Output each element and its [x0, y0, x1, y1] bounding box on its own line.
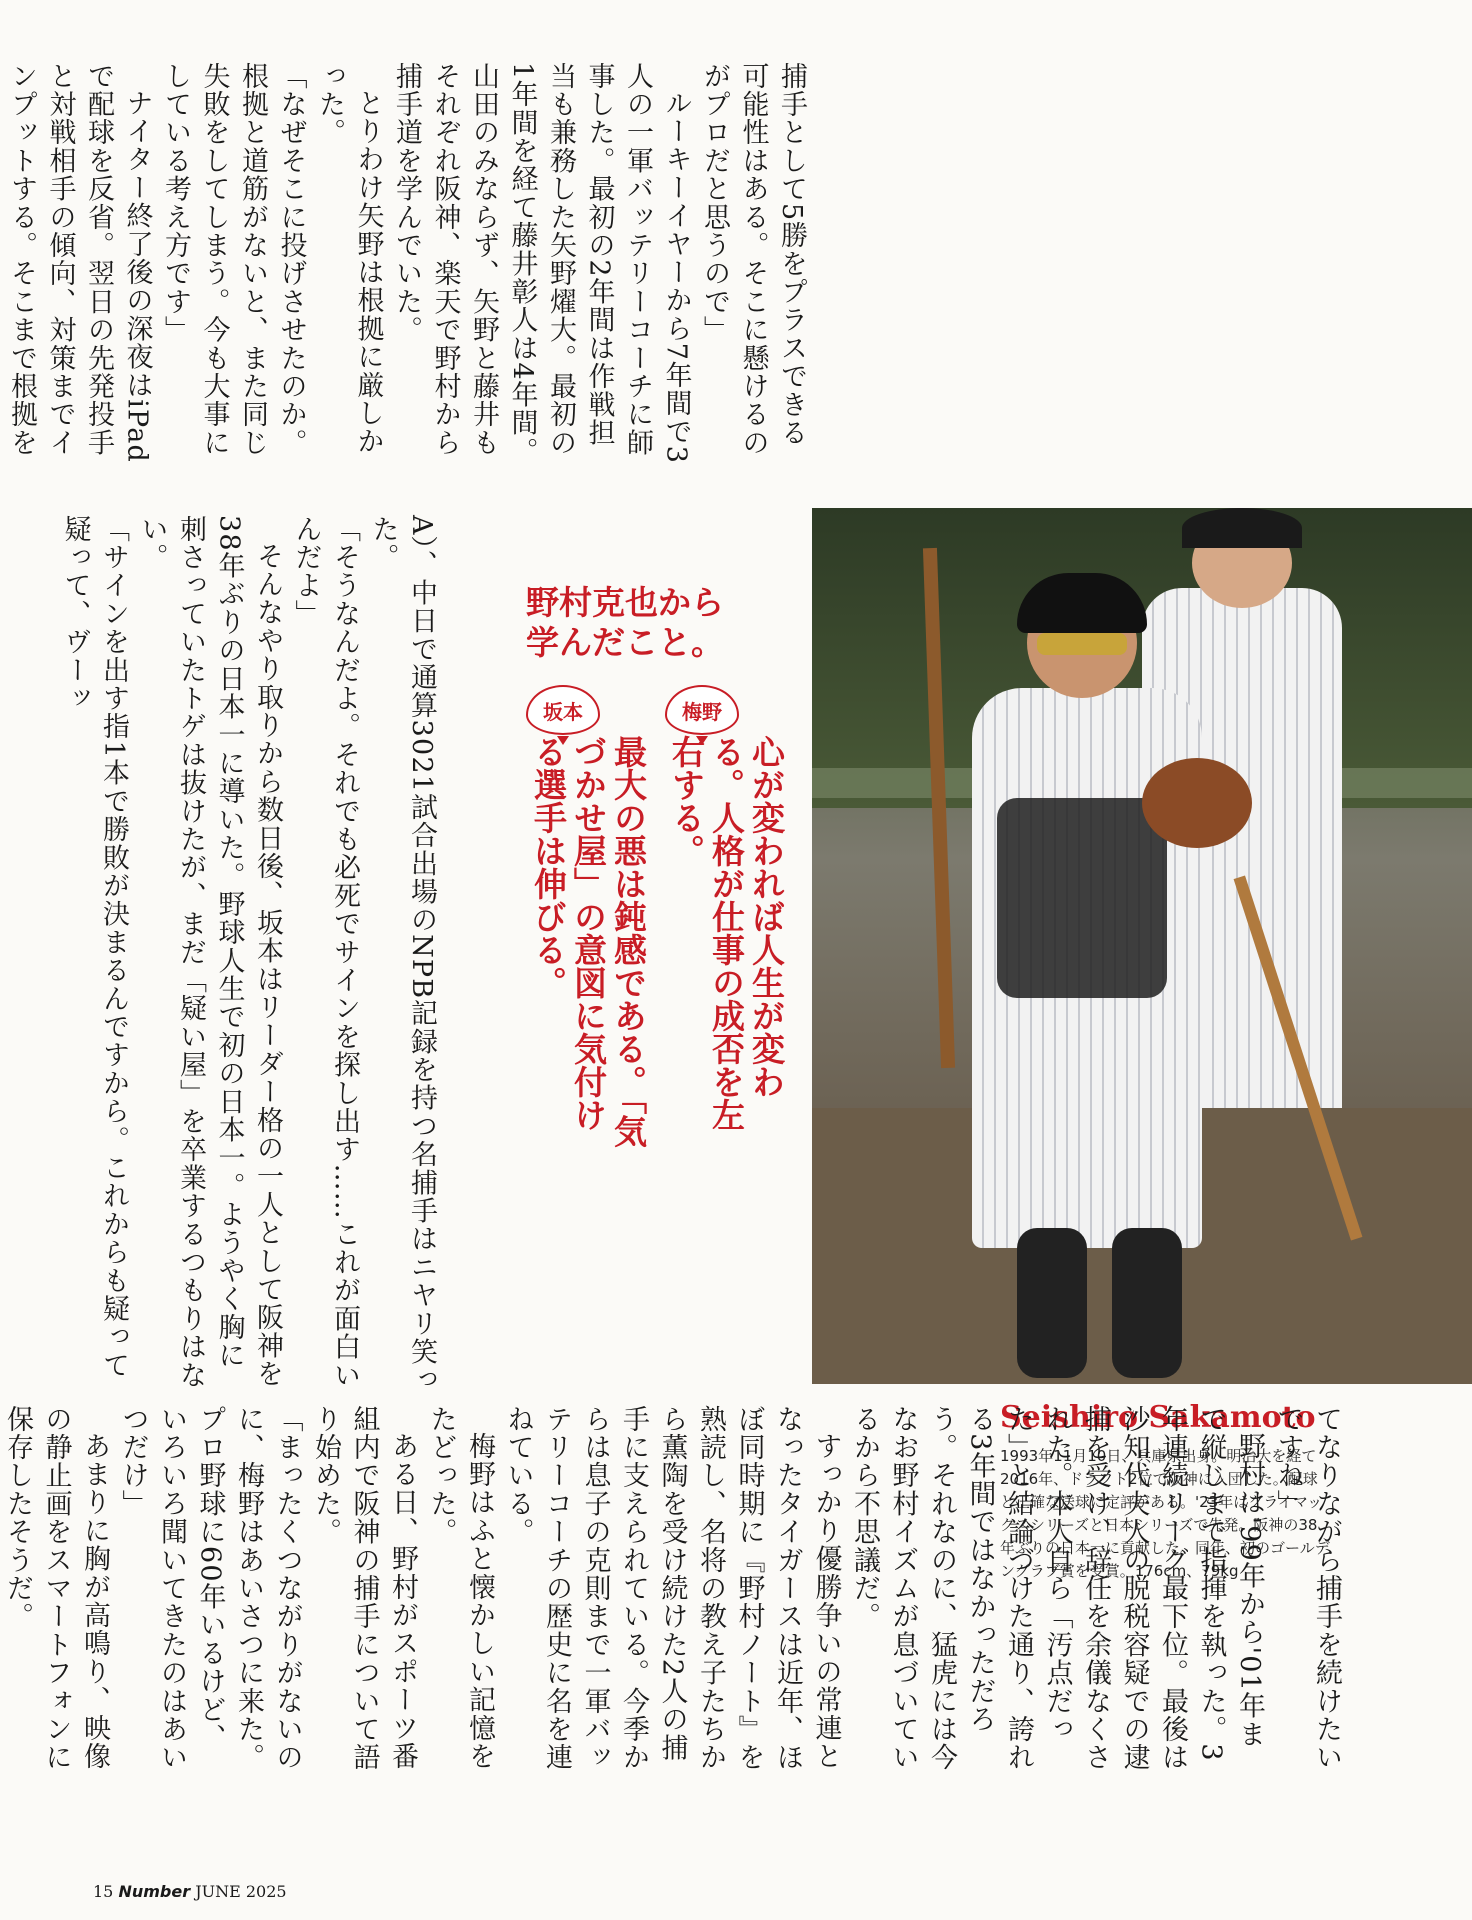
quote-umeno: 心が変われば人生が変わる。人格が仕事の成否を左右する。 — [667, 735, 786, 1131]
magazine-logo: Number — [118, 1882, 191, 1901]
sidebar-headline — [510, 583, 740, 663]
paragraph: とりわけ矢野は根拠に厳しかった。 — [314, 62, 384, 456]
quote-sakamoto: 最大の悪は鈍感である。「気づかせ屋」の意図に気付ける選手は伸びる。 — [529, 735, 648, 1148]
paragraph: 「サインを出す指1本で勝敗が決まるんですから。これからも疑って疑って、ヴーッ — [59, 515, 129, 1380]
player-profile: 1993年11月10日、兵庫県出身。明治大を経て2016年、ドラフト2位で阪神に入団した。配球と正確な送球に定評がある。'23年はクライマックスシリーズと日本シリーズで先発。阪神の38年ぶりの日本一に貢献した。同年、初のゴールデングラブ賞を受賞。176cm、79kg — [1000, 1447, 1330, 1580]
paragraph: ナイター終了後の深夜はiPadで配球を反省。翌日の先発投手と対戦相手の傾向、対策までインプットする。そこまで根拠を — [6, 62, 153, 463]
paragraph: 捕手として5勝をプラスできる可能性はある。そこに懸けるのがプロだと思うので」 — [699, 62, 807, 457]
paragraph: 「そうなんだよ。それでも必死でサインを探し出す……これが面白いんだよ」 — [290, 515, 360, 1390]
paragraph: 野村は'99年から'01年まで縦じまで指揮を執った。3年連続リーグ最下位。最後は沙知代夫人の脱税容疑での逮捕を受け、辞任を余儀なくされた。本人自ら「汚点だった」と結論づけた通り、誇れる3年間ではなかっただろう。それなのに、猛虎には今なお野村イズムが息づいているから不思議だ。 — [849, 1405, 1265, 1772]
headline-line-2: 学んだこと。 — [526, 623, 724, 662]
paragraph: ルーキーイヤーから7年間で3人の一軍バッテリーコーチに師事した。最初の2年間は作戦担当も兼務した矢野燿大。最初の1年間を経て藤井彰人は4年間。山田のみならず、矢野と藤井もそれぞれ阪神、楽天で野村から捕手道を学んでいた。 — [391, 62, 692, 466]
paragraph: あまりに胸が高鳴り、映像の静止画をスマートフォンに保存したそうだ。 — [2, 1405, 110, 1772]
paragraph: 「まったくつながりがないのに、梅野はあいさつに来た。プロ野球に60年いるけど、いろいろ聞いてきたのはあいつだけ」 — [117, 1405, 303, 1772]
article-column-top — [6, 62, 810, 474]
paragraph: すっかり優勝争いの常連となったタイガースは近年、ほぼ同時期に『野村ノート』を熟読し、名将の教え子たちから薫陶を受け続けた2人の捕手に支えられている。今季からは息子の克則まで一軍バッテリーコーチの歴史に名を連ねている。 — [502, 1405, 842, 1772]
paragraph: そんなやり取りから数日後、坂本はリーダー格の一人として阪神を38年ぶりの日本一に導いた。野球人生で初の日本一。ようやく胸に刺さっていたトゲは抜けたが、まだ「疑い屋」を卒業するつもりはない。 — [136, 515, 283, 1390]
photo-sakamoto-catcher — [812, 508, 1472, 1384]
badge-sakamoto: 坂本 — [526, 685, 600, 735]
player-name: Seishiro Sakamoto — [1000, 1400, 1316, 1435]
paragraph: てなりながら捕手を続けたいですね」 — [1272, 1405, 1342, 1772]
paragraph: 梅野はふと懐かしい記憶をたどった。 — [425, 1405, 495, 1771]
paragraph: 「なぜそこに投げさせたのか。根拠と道筋がないと、また同じ失敗をしてしまう。今も大事にしている考え方です」 — [160, 62, 307, 457]
article-column-bottom — [2, 1405, 1345, 1775]
issue-date: JUNE 2025 — [195, 1882, 287, 1901]
page-footer — [93, 1882, 287, 1901]
paragraph: ある日、野村がスポーツ番組内で阪神の捕手について語り始めた。 — [310, 1405, 418, 1772]
page-number: 15 — [93, 1882, 114, 1901]
headline-line-1: 野村克也から — [526, 583, 724, 622]
paragraph: A）、中日で通算3021試合出場のNPB記録を持つ名捕手はニヤリ笑った。 — [367, 515, 437, 1395]
badge-umeno: 梅野 — [665, 685, 739, 735]
article-column-middle — [59, 515, 440, 1395]
